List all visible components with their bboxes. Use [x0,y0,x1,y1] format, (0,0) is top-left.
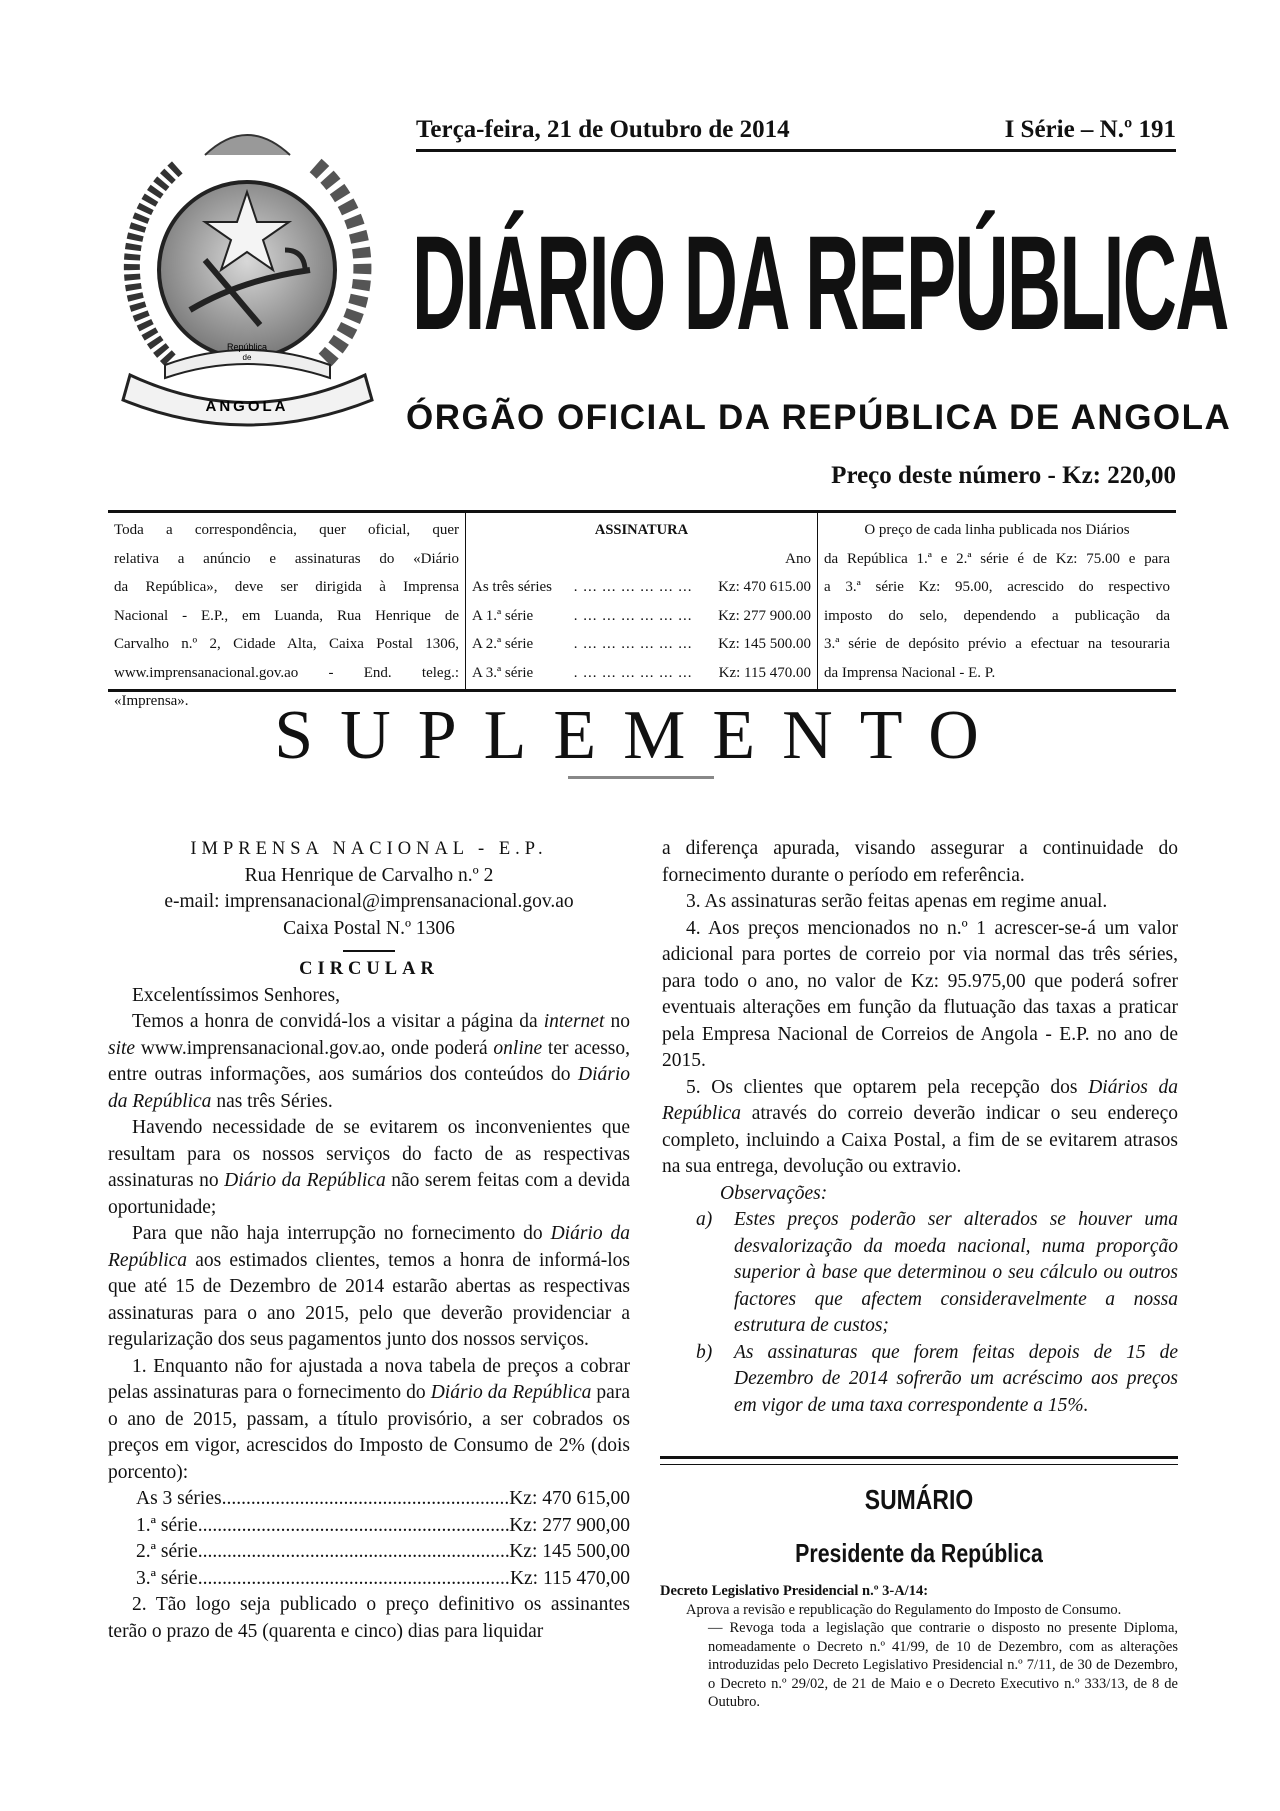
summary-title: SUMÁRIO [864,1484,974,1515]
paragraph: Temos a honra de convidá-los a visitar a página da internet no site www.imprensanacional.gov.ao, onde poderá online ter acesso, entre outras informações, aos sumários dos conteúdos do Diário da República nas três Séries. [108,1011,630,1112]
subscription-row: A 3.ª série . ... ... ... ... ... ... Kz: 115 470.00 [472,664,811,681]
paragraph: Havendo necessidade de se evitarem os inconvenientes que resultam para os nossos serviços do facto de as respectivas assinaturas no Diário da República não serem feitas com a devida oportunidade; [108,1117,630,1218]
summary-rule [660,1456,1178,1465]
price-line: As 3 séries ..... Kz: 470 615,00 [136,1486,630,1513]
emblem-top-text: República [226,342,268,352]
summary-entry[interactable] [660,1582,1178,1712]
subscription-row: A 2.ª série . ... ... ... ... ... ... Kz: 145 500.00 [472,636,811,652]
price-line: 1.ª série ..... Kz: 277 900,00 [136,1513,630,1540]
observations-title: Observações: [720,1182,828,1204]
paragraph: 1. Enquanto não for ajustada a nova tabela de preços a cobrar pelas assinaturas para o fornecimento do Diário da República para o ano de 2015, passam, a título provisório, a ser cobrados os preços em vigor, acrescidos do Imposto de Consumo de 2% (dois porcento): [108,1355,630,1483]
paragraph: 2. Tão logo seja publicado o preço definitivo os assinantes terão o prazo de 45 (quarenta e cinco) dias para liquidar [108,1594,630,1642]
masthead-subtitle: ÓRGÃO OFICIAL DA REPÚBLICA DE ANGOLA [406,398,1232,437]
summary-section: Presidente da República [795,1538,1043,1568]
price-line: 2.ª série ..... Kz: 145 500,00 [136,1539,630,1566]
separator-rule [343,950,395,952]
observation-item: a) Estes preços poderão ser alterados se houver uma desvalorização da moeda nacional, numa proporção superior à base que determinou o seu cálculo ou outros factores que afectem consideravelmente a nossa estrutura de custos; [696,1209,1178,1336]
supplement-rule [568,776,714,779]
header-rule [416,149,1176,152]
org-name: IMPRENSA NACIONAL - E.P. [190,839,548,859]
observation-item: b) As assinaturas que forem feitas depois de 15 de Dezembro de 2014 sofrerão um acréscimo aos preços em vigor de uma taxa correspondente a 15%. [696,1341,1178,1416]
angola-coat-of-arms [110,110,385,428]
org-email: e-mail: imprensanacional@imprensanacional.gov.ao [164,891,574,912]
line-price-notice: O preço de cada linha publicada nos Diários da República 1.ª e 2.ª série é de Kz: 75.00 e para a 3.ª série Kz: 95.00, acrescido do respectivo imposto do selo, dependendo a publicação da 3.ª série de depósito prévio a efectuar na tesouraria da Imprensa Nacional - E. P. [824,522,1170,681]
paragraph: 5. Os clientes que optarem pela recepção dos Diários da República através do correio deverão indicar o seu endereço completo, incluindo a Caixa Postal, a fim de se evitarem atrasos na sua entrega, devolução ou extravio. [662,1076,1178,1177]
supplement-title: SUPLEMENTO [274,697,1006,774]
circular-title: CIRCULAR [299,959,439,979]
subscription-row: A 1.ª série . ... ... ... ... ... ... Kz: 277 900.00 [472,607,811,624]
subscription-row: As três séries . ... ... ... ... ... ... Kz: 470 615.00 [472,579,811,595]
paragraph: a diferença apurada, visando assegurar a continuidade do fornecimento durante o período em referência. [662,838,1178,886]
left-column [108,836,630,1645]
paragraph: Para que não haja interrupção no fornecimento do Diário da República aos estimados clientes, temos a honra de informá-los que até 15 de Dezembro de 2014 estarão abertas as respectivas assinaturas para o ano 2015, pelo que deverão providenciar a regularização dos seus pagamentos junto dos nossos serviços. [108,1223,630,1350]
paragraph: 4. Aos preços mencionados no n.º 1 acrescer-se-á um valor adicional para portes de correio por via normal das três séries, para todo o ano, no valor de Kz: 95.975,00 que poderá sofrer eventuais alterações em função da flutuação das taxas a praticar pela Empresa Nacional de Correios de Angola - E.P. no ano de 2015. [662,917,1178,1071]
emblem-mid-text: de [242,353,252,362]
masthead-title: DIÁRIO DA REPÚBLICA [412,209,1228,358]
subscription-title: ASSINATURA [594,522,689,538]
paragraph: 3. As assinaturas serão feitas apenas em regime anual. [686,891,1108,912]
decree-title: Decreto Legislativo Presidencial n.º 3-A/14: [660,1583,929,1599]
decree-description: Aprova a revisão e republicação do Regulamento do Imposto de Consumo. — Revoga toda a legislação que contrarie o disposto no presente Diploma, nomeadamente o Decreto n.º 41/99, de 10 de Dezembro, com as alterações introduzidas pelo Decreto Legislativo Presidencial n.º 7/11, de 30 de Dezembro, o Decreto n.º 29/02, de 21 de Maio e o Decreto Executivo n.º 333/13, de 8 de Outubro. [686,1601,1178,1710]
greeting: Excelentíssimos Senhores, [132,984,340,1006]
subscription-year-label: Ano [785,550,811,567]
issue-price: Preço deste número - Kz: 220,00 [831,462,1176,489]
info-table [108,510,1176,709]
price-line: 3.ª série ..... Kz: 115 470,00 [136,1566,630,1593]
subscription-table [466,513,818,689]
emblem-bottom-text: ANGOLA [205,398,289,415]
correspondence-notice: Toda a correspondência, quer oficial, quer relativa a anúncio e assinaturas do «Diário da República», deve ser dirigida à Imprensa Nacional - E.P., em Luanda, Rua Henrique de Carvalho n.º 2, Cidade Alta, Caixa Postal 1306, www.imprensanacional.gov.ao - End. teleg.: «Imprensa». [108,513,466,689]
issue-number: I Série – N.º 191 [1004,116,1176,143]
org-postal: Caixa Postal N.º 1306 [283,917,455,939]
org-address: Rua Henrique de Carvalho n.º 2 [244,864,494,886]
issue-date: Terça-feira, 21 de Outubro de 2014 [416,116,790,143]
right-column [662,836,1178,1419]
observations [696,1181,1178,1420]
